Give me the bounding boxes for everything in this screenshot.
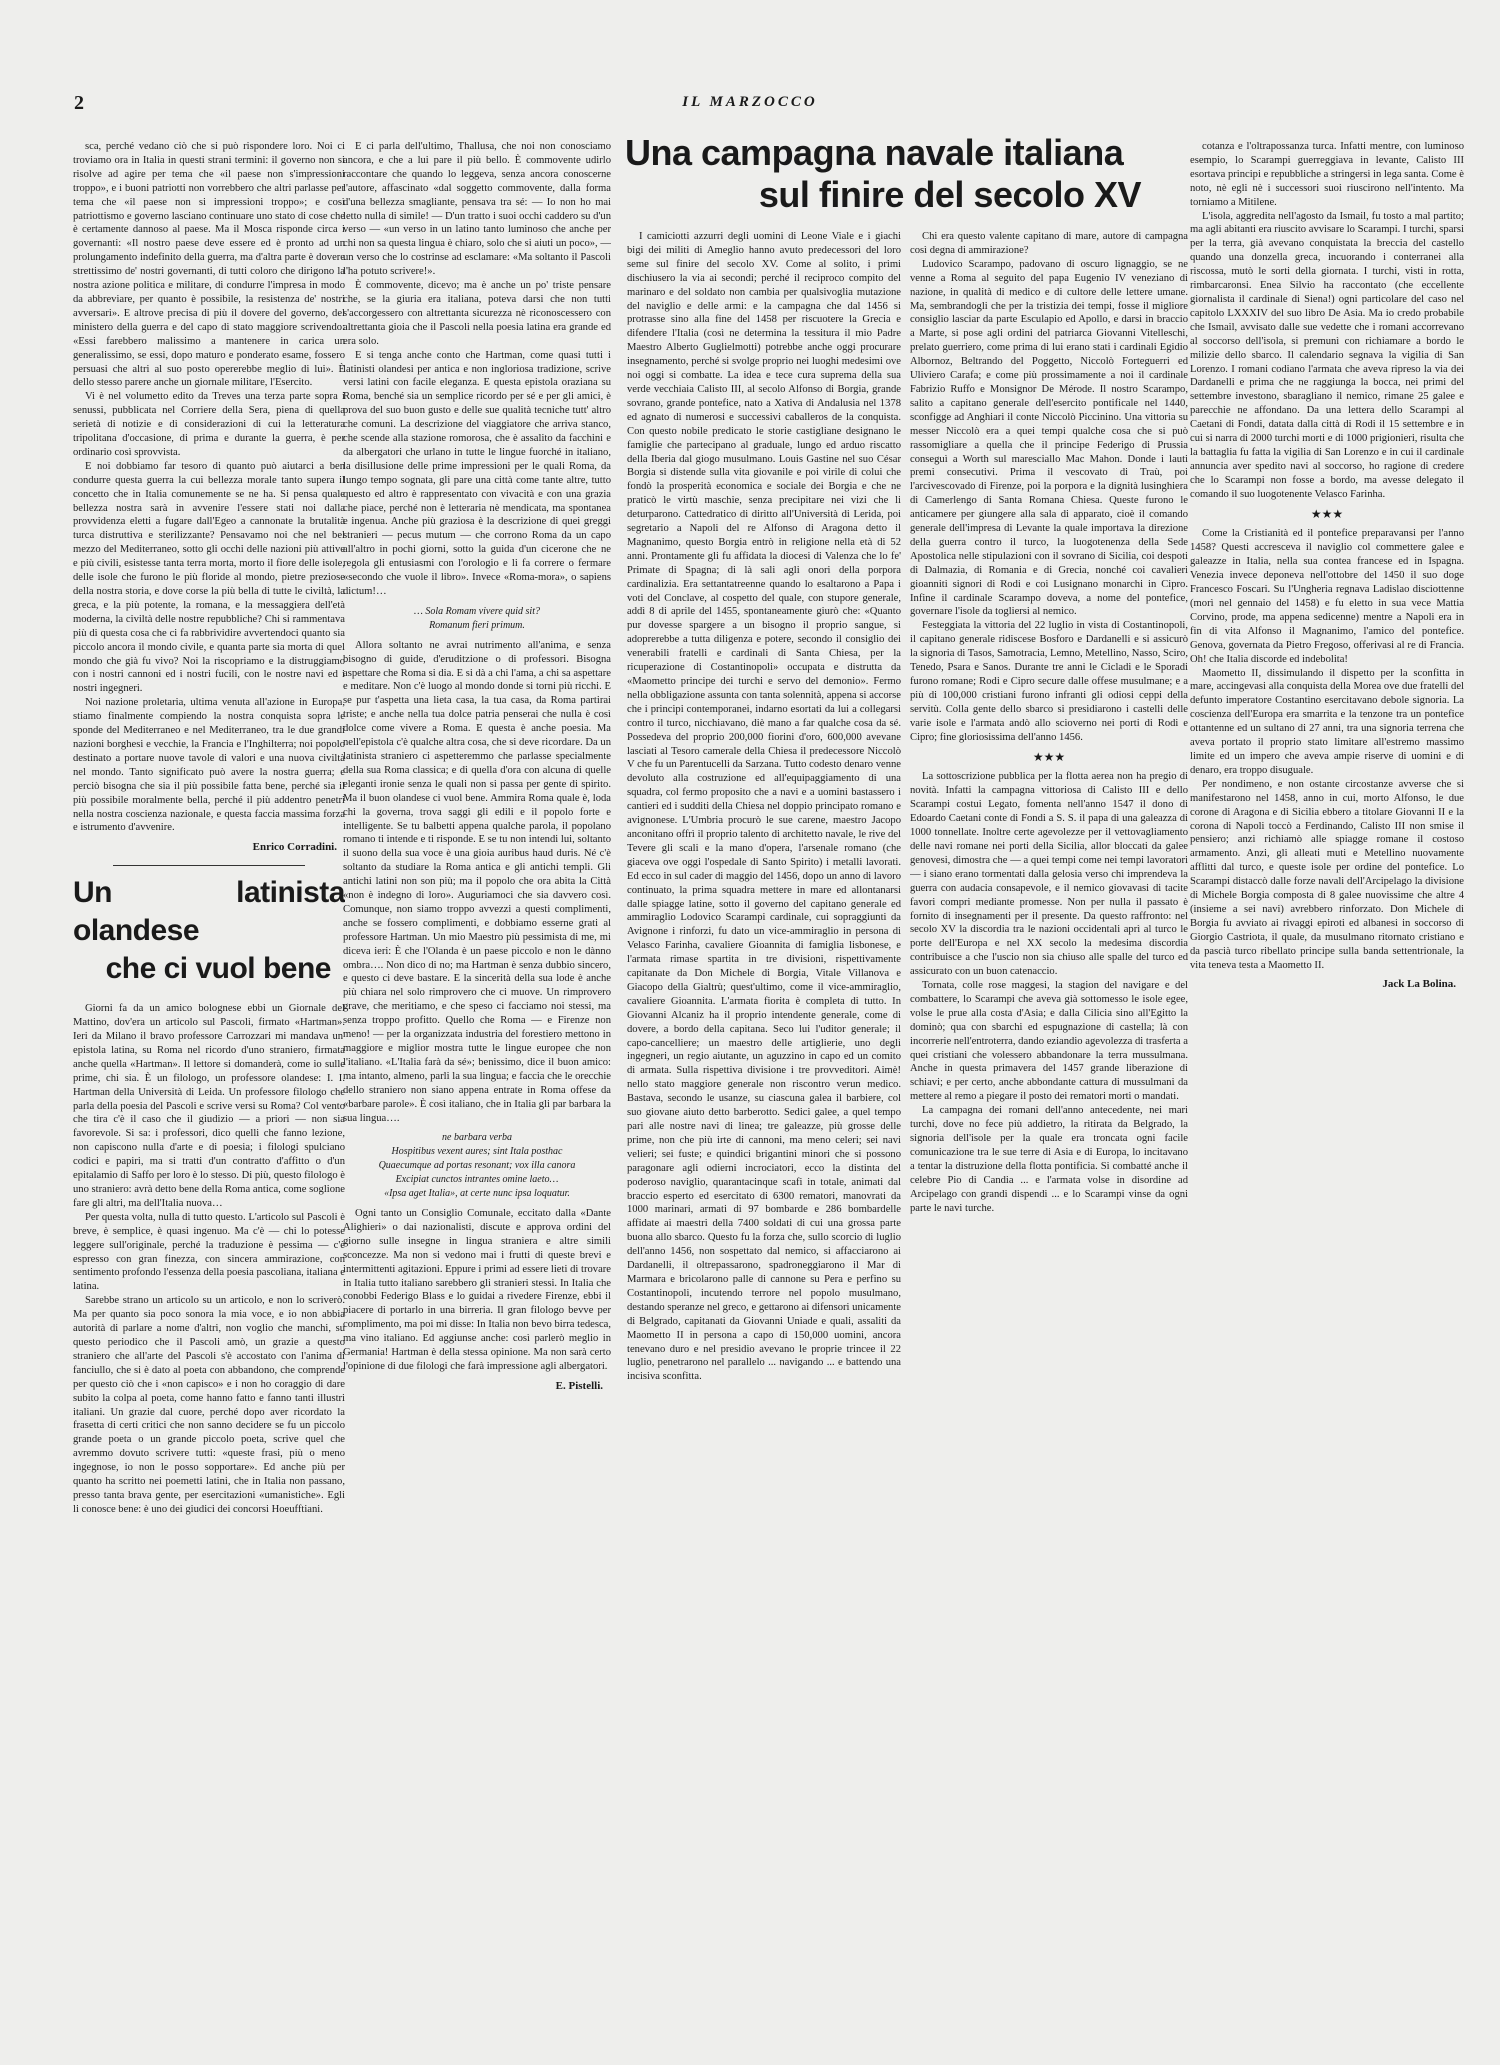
paragraph: Vi è nel volumetto edito da Treves una terza parte sopra i senussi, pubblicata nel Corriere della Sera, piena di quella serietà di notizie e di considerazioni di cui la letteratura tripolitana d'occasione, di prima e durante la guerra, è per ordinario così sprovvista.: [73, 391, 345, 458]
paragraph: Noi nazione proletaria, ultima venuta all'azione in Europa, stiamo finalmente compiendo la nostra conquista sopra le sponde del Mediterraneo e nel Mediterraneo, tra le due grandi nazioni borghesi e vecchie, la Francia e l'Inghilterra; noi popolo destinato a portare nuove tavole di valori e una nuova civiltà nel mondo. Tanto significato può avere la nostra guerra; e perciò bisogna che sia il più possibile fatta bene, perché sia il più possibile moralmente bella, perché il più addentro penetri nella nostra coscienza nazionale, e questa faccia massima forza e istrumento d'avvenire.: [73, 697, 345, 834]
headline-line-2: sul finire del secolo XV: [758, 174, 1141, 215]
latin-quote: [343, 605, 611, 633]
paragraph: E si tenga anche conto che Hartman, come quasi tutti i latinisti olandesi per antica e non ingloriosa tradizione, scrive versi latini con facile eleganza. E questa epistola oraziana su Roma, benché sia un semplice ricordo per sé e per gli amici, è prova del suo buon gusto e delle sue qualità tecniche tutt' altro che comuni. La descrizione del viaggiatore che arriva stanco, che scende alla stazione romorosa, che è assalito da facchini e da albergatori che urlano in tutte le lingue fuorché in italiano, la disillusione delle prime impressioni per le quali Roma, da lungo tempo sognata, gli pare una città come tante altre, tutto questo ed altro è rappresentato con vivacità e con una grazia che piace, perché non è letteraria nè mendicata, ma spontanea e ingenua. Anche più graziosa è la descrizione di quei greggi stranieri — pecus mutum — che corrono Roma da un capo all'altro in pochi giorni, sotto la guida d'un cicerone che ne regola gli entusiasmi con l'orologio e li fa correre o fermare «secondo che vuole il libro». Invece «Roma-mora», o sapiens dictum!…: [343, 349, 611, 597]
quote-line: «Ipsa aget Italia», at certe nunc ipsa loquatur.: [384, 1188, 570, 1200]
paragraph: Per nondimeno, e non ostante circostanze avverse che si manifestarono nel 1458, anno in cui, morto Alfonso, le due corone di Aragona e di Sicilia ebbero a titolare Giovanni II e la corona di Napoli toccò a Ferdinando, Calisto III non smise il pensiero; anzi richiamò alle spiagge romane il costoso armamento. Anzi, gli alleati muti e Metellino nuovamente afflitti dal turco, e queste isole per ordine del pontefice. Lo Scarampi distaccò dalle forze navali dell'Arcipelago la divisione di Michele Borgia composta di 8 galee nuovissime che altre 4 (insieme a sei navi) avrebbero rinforzato. Don Michele di Borgia fu avviato ai rivaggi epiroti ed albanesi in soccorso di Giorgio Castriota, il quale, da musulmano ritornato cristiano e da pascià turco ribellato principe sulla banda settentrionale, la vita teneva testa a Maometto II.: [1190, 778, 1464, 971]
paragraph: È commovente, dicevo; ma è anche un po' triste pensare che, se la giuria era italiana, poteva darsi che non tutti s'accorgessero con altrettanta sicurezza nè riconoscessero con altrettanta gioia che il Pascoli nella poesia latina era grande ed era solo.: [343, 280, 611, 347]
paragraph: Tornata, colle rose maggesi, la stagion del navigare e del combattere, lo Scarampi che aveva già sottomesso le isole egee, volse le prue alla costa d'Asia; e dalla Cilicia sino all'Egitto la dominò; qua con sbarchi ed espugnazione di castella; là con incorrerie nell'entroterra, dando eziandio agevolezza di trasferta a quei cristiani che volessero abbandonare la terra mussulmana. Anche in questa primavera del 1457 grande liberazione di schiavi; e per certo, anche abbondante cattura di mussulmani da mettere al remo a piegare il posto dei rematori morti o mandati.: [910, 980, 1188, 1103]
column-5: [1190, 140, 1464, 2020]
headline-line-1: Una campagna navale italiana: [625, 132, 1124, 173]
paragraph: La sottoscrizione pubblica per la flotta aerea non ha pregio di novità. Infatti la campagna vittoriosa di Calisto III e dello Scarampi costui Legato, fomenta nell'anno 1547 il dono di Edoardo Caetani conte di Fondi a S. S. il papa di una galeazza di 1000 tonnellate. Inoltre certe agevolezze per il vettovagliamento delle navi romane nei porti della Sicilia, allor bloccati da galee genovesi, dimostra che — a quei tempi come nei tempi lavoratori — i siano erano tormentati dalla gelosia verso chi imprendeva la guerra con audacia consapevole, e il nemico giovavasi di tacite favori compri mediante promesse. Non per nulla il passato è fornito di insegnamenti per il presente. Da questo raffronto: nel secolo XV la discordia tra le nazioni occidentali aprì al turco le porte dell'Europa e nel XX secolo la medesima discordia contribuisce a che l'uscio non sia chiuso alle spalle del turco ed assicurato con un buon catenaccio.: [910, 771, 1188, 978]
page-number: 2: [74, 92, 84, 114]
title-line-1: Un latinista olandese: [73, 876, 345, 948]
quote-line: Quaecumque ad portas resonant; vox illa canora: [378, 1160, 576, 1172]
paragraph: E ci parla dell'ultimo, Thallusa, che noi non conosciamo ancora, e che a lui pare il più bello. È commovente udirlo raccontare che quando lo leggeva, senza ancora conoscerne l'autore, affascinato «dal soggetto commovente, dalla forma d'una bellezza smagliante, pensava tra sé: — Io non ho mai letto nulla di simile! — D'un tratto i suoi occhi caddero su d'un verso — «un verso in un latino tanto luminoso che anche per chi non sa questa lingua è chiaro, solo che si aiuti un poco», — un verso che lo costrinse ad esclamare: «Ma soltanto il Pascoli l'ha potuto scrivere!».: [343, 141, 611, 278]
paragraph: Per questa volta, nulla di tutto questo. L'articolo sul Pascoli è breve, è semplice, è quasi ingenuo. Ma c'è — chi lo potesse leggere sull'originale, perché la traduzione è pessima — c'è espresso con gran finezza, con sincera ammirazione, con sentimento profondo l'essenza della poesia pascoliana, italiana e latina.: [73, 1211, 345, 1293]
paragraph: Ogni tanto un Consiglio Comunale, eccitato dalla «Dante Alighieri» o dai nazionalisti, discute e approva ordini del giorno sulle insegne in lingua straniera e altre simili sconcezze. Ma non si vedono mai i frutti di queste brevi e intermittenti agitazioni. Eppure i primi ad essere lieti di trovare in Italia tutto italiano sarebbero gli stranieri stessi. In Italia che conobbi Federigo Blass e lo guidai a rivedere Firenze, ebbi il piacere di portarlo in una birreria. Il gran filologo bevve per complimento, ma poi mi disse: In Italia non bevo birra tedesca, ma vino italiano. Ed aggiunse anche: così parlerò meglio in Germania! Hartman è della stessa opinione. Ma non sarà certo l'opinione di due filologi che farà impressione agli albergatori.: [343, 1207, 611, 1372]
paragraph: La campagna dei romani dell'anno antecedente, nei mari turchi, dove no fece più addietro, la ritirata da Belgrado, la signoria dell'isole per la quale era troncata ogni facile comunicazione tra le sue terre di Asia e di Europa, lo incitavano a tentar la distruzione della flotta pontificia. Si combatté anche il celebre Pio di Candia ... e l'armata volse in disordine ad Arcipelago con grandi dispendi ... e lo Scarampi vinse da ogni parte le navi turche.: [910, 1105, 1188, 1214]
paragraph: sca, perché vedano ciò che si può rispondere loro. Noi ci troviamo ora in Italia in questi strani termini: il governo non si risolve ad agire per tema che «il paese non s'impressioni troppo», e i buoni patriotti non vorrebbero che altri parlasse per tema che «il paese non si impressioni troppo»; e così patriottismo e governo lasciano continuare uno stato di cose che è certamente dannoso al paese. Ma il Mosca risponde circa i governanti: «Il nostro paese deve essere ed è pronto ad un prolungamento indefinito della guerra, ma d'altra parte è dovere strettissimo de' nostri governanti, di tutti coloro che dirigono la nostra azione politica e militare, di condurre l'impresa in modo da abbreviare, per quanto è possibile, la resistenza de' nostri avversari». E altrove precisa di più il dovere del governo, del ministero della guerra e del capo di stato maggiore scrivendo: «Essi farebbero malissimo a mantenere in carica un generalissimo, se essi, dopo maturo e ponderato esame, fossero persuasi che altri al suo posto opererebbe meglio di lui». È dello stesso parere anche un giornale militare, l'Esercito.: [73, 141, 345, 389]
paragraph: Ludovico Scarampo, padovano di oscuro lignaggio, se ne venne a Roma al seguito del papa Eugenio IV veneziano di nazione, in qualità di medico e di cultore delle lettere umane. Ma, sembrandogli che per la tristizia dei tempi, fosse il migliore consiglio lasciar da parte Esculapio ed Apollo, e darsi in braccio a Marte, si pose agli ordini del patriarca Giovanni Vitelleschi, prelato guerriero, come prima di lui erano stati i cardinali Egidio Albornoz, Beltrando del Poggetto, Niccolò Forteguerri ed Uliviero Carafa; e come più prossimamente a noi il cardinale Fabrizio Ruffo e Monsignor De Mérode. Il nostro Scarampo, salito a capitano generale dell'esercito pontificale nel 1440, sconfigge ad Anghiari il conte Niccolò Piccinino. Una vittoria su messer Niccolò era a quei tempi qualche cosa che si può rassomigliare a quella che il principe Federigo di Prussia conseguì a Worth sul maresciallo Mac Mahon. Donde i lauti premi consecutivi. Prima il vescovato di Traù, poi l'arcivescovado di Firenze, poi la porpora e la dignità lusinghiera di Camerlengo di Santa Romana Chiesa. Queste furono le anticamere per giungere alla sala di apparato, cioè il comando generale dell'impresa di Levante la quale importava la direzione della guerra contro il turco, la luogotenenza della Sede Apostolica nelle stipulazioni con il sovrano di Sicilia, coi despoti di Dalmazia, di Romania e di Grecia, nonché coi cavalieri gioanniti signori di Rodi e coi Lusignano monarchi in Cipro. Infine il cardinale Scarampo doveva, a nome del pontefice, governare l'isole da togliersi al nemico.: [910, 258, 1188, 618]
paragraph: E noi dobbiamo far tesoro di quanto può aiutarci a ben condurre questa guerra la cui bellezza morale tanto supera il concetto che in Italia comunemente se ne ha. Si pensa quale bellezza nostra sarà in avvenire l'essere stati noi dalla provvidenza eletti a fugare dall'Egeo a cannonate la brutalità turca distruttiva e sterilizzante? Pensavamo noi che nel bel mezzo del Mediterraneo, sotto gli occhi delle nazioni più attive e più civili, esistesse tanta terra morta, morto il fiore delle isole, delle isole che furono le più floride al mondo, pietre preziose della nostra storia, e dove corse la più bella di tutte le civiltà, la greca, e la più potente, la romana, e la messaggiera dell'età moderna, la civiltà delle nostre repubbliche? Chi si rammentava più di questa cosa che ci fa rabbrividire avvertendoci quanto sia piccolo ancora il mondo civile, e quanta parte sia morta di quel mondo che già fu vivo? Noi la riscopriamo e la distruggiamo con i nostri cannoni ed i nostri fucili, con le nostre navi ed i nostri ingegneri.: [73, 460, 345, 695]
article-signature: Enrico Corradini.: [252, 841, 337, 854]
quote-line: … Sola Romam vivere quid sit?: [413, 605, 540, 617]
column-2: [343, 140, 611, 2020]
paragraph: I camiciotti azzurri degli uomini di Leone Viale e i giachi bigi dei militi di Ameglio hanno avuto predecessori del loro seme sul finire del secolo XV. Come al solito, i primi dischiusero la via ai secondi; perché il reciproco compito del marinaro e del soldato non cambia per qualsivoglia mutazione del naviglio e delle armi: e la campagna che dal 1456 si protrasse sino alla fine del 1458 per riscuotere la Grecia e difendere l'Italia (così ne determina la tessitura il mio Padre Maestro Alberto Guglielmotti) potrebbe anche oggi procurare insegnamento, perché si svolge proprio nei luoghi medesimi ove noi oggi si combatte. La idea e tece cura suprema della sua verde vecchiaia Calisto III, al secolo Alfonso di Borgia, grande sovrano, grande pontefice, nato a Xativa di Andalusia nel 1378 ed agnato di numerosi e successivi caballeros de la conquista. Con questo nobile predicato le storie castigliane designano le famiglie che partecipano al graduale, lungo ed arduo riscatto della Iberia dal giogo musulmano. Louis Gastine nel suo César Borgia si distende sulla vita giovanile e poi virile di colui che fondò la prosperità economica e sociale dei Borgia e che ne praticò le virtù maschie, senza precipitare nei vizi che li deturparono. Cattedratico di diritto all'Università di Lerida, poi segretario a Napoli del re Alfonso di Aragona detto il Magnanimo, questo Borgia entrò in religione nella età di 52 anni. Prontamente gli fu affidata la diocesi di Valenza che lo fe' Primate di Spagna; di là sali agli onori della porpora cardinalizia. Era settantatreenne quando lo esaltarono a Papa i voti del Conclave, al cospetto del quale, con stupore generale, addì 8 di aprile del 1455, spontaneamente giurò che: «Quanto pur dovesse spargere a un bisogno il proprio sangue, si adoprerebbe a tutta diligenza e potere, secondo il consiglio dei venerabili fratelli e cardinali di Santa Chiesa, per la ricuperazione di Costantinopoli» occupata e distrutta da «Maometto principe dei turchi e servo del demonio». Fermo nella obbligazione assunta con tanta solennità, appena si accorse che i principi contemporanei, indarno esortati da lui a collegarsi contro il turco, nicchiavano, diè mano a far qualche cosa da sé. Possedeva del proprio 200,000 fiorini d'oro, 600,000 avevane lasciati al Tesoro camerale della Chiesa il predecessore Niccolò V che fu un Parentucelli da Sarzana. Tutto codesto denaro venne devoluto alla costruzione ed all'equipaggiamento di una squadra, col fermo proposito che a navi e a uomini bastassero i cantieri ed i sudditi della Chiesa nel doppio principato romano e avignonese. L'Umbria procurò le sue carene, maestro Jacopo anconitano offrì il proprio talento di architetto navale, le rive del Tevere gli scali e la mano d'opera, l'arsenale romano (che giaceva ove oggi l'ospedale di Santo Spirito) i metalli lavorati. Ed ecco in sul cader di maggio del 1456, dopo un anno di lavoro continuato, la prima squadra mettere in mare ed allontanarsi dalle spiagge latine, sotto il governo del capitano generale ed ammiraglio Lodovico Scarampi cardinale, cui sopraggiunti da Avignone i rinforzi, fu dato un vice-ammiraglio in persona di Velasco Farinha, cavaliere Gioannita di famiglia lisbonese, e l'armata rimase spartita in tre divisioni, rispettivamente capitanate da Don Michele di Borgia, Vitale Villanova e Giacopo della Gialtrù; quest'ultimo, come il vice-ammiraglio, cavaliere Gioannita. L'armata fiorita è completa di tutto. In Giovanni Alcaniz ha il proprio intendente generale, come di dovere, a bordo della capitana. Seco lui l'uditor generale; il capo-cancelliere; un maestro delle artiglierie, uno degli ingegneri, un regio aiutante, un aguzzino in capo ed un comito di armata. Sulla rispettiva divisione i tre provveditori. Aimè! nello stato maggiore generale non riscontro verun medico. Bastava, secondo le usanze, su ciascuna galea il barbiere, col suo giovane aiuto detto barberotto. Sedici galee, a quel tempo pari alle nostre navi di linea; tre galeazze, più grosse delle prime, non che più irte di cannoni, ma meno celeri; sei navi velieri; sei fuste; e quindici brigantini minori che si possono paragonare agli odierni incrociatori, ecco la distinta del poderoso naviglio, quarantacinque scafi in totale, animati dal braccio esperto ed esercitato di 6300 rematori, manovrati da 1000 marinari, armati di 97 bombarde e 286 bombardelle affidate ai maestri della 7400 soldati di cui una grossa parte buona allo sbarco. Questo fu la forza che, sullo scorcio di luglio dell'anno 1456, non sospettato dal nemico, si affacciarono ai Dardanelli, il oltrepassarono, spadroneggiarono il Mar di Marmara e bricolarono palle di cannone su Pera e perfino su Costantinopoli, incutendo terrore nel popolo musulmano, destando speranze nel greco, e gettarono ai difensori unicamente di Belgrado, capitanati da Giovanni Uniade e quali, assaliti da Maometto II in persona a capo di 150,000 uomini, ancora tenevano duro e nel presidio avevano le proprie trincee il 22 luglio, penetrarono nel parallelo ... navigando ... e battendo una incisiva sconfitta.: [627, 231, 901, 1383]
paragraph: Maometto II, dissimulando il dispetto per la sconfitta in mare, accingevasi alla conquista della Morea ove due fratelli del defunto imperatore Costantino esercitavano debole signoria. La coscienza dell'Europa era smarrita e la tenzone tra un pontefice ottantenne ed un sultano di 27 anni, tra una signoria terrena che aveva portato il proprio stato limitare all'estremo massimo limite ed un impero che aveva ampie riserve di uomini e di denaro, era troppo disuguale.: [1190, 667, 1464, 776]
column-3: [627, 230, 901, 2020]
paragraph: L'isola, aggredita nell'agosto da Ismail, fu tosto a mal partito; ma agli abitanti era riuscito avvisare lo Scarampi. I turchi, sparsi per la terra, già avevano conquistata la breccia del castello quando una donzella greca, incuorando i conterranei alla riscossa, mutò le sorti della giornata. I turchi, visti in rotta, rimbarcaronsi. Enea Silvio ha raccontato (che eccellente giornalista il cardinale di Siena!) ogni particolare del caso nel capitolo LXXXIV del suo libro De Asia. Ma io credo probabile che Ismail, avvisato dalle sue vedette che i romani accorrevano al soccorso dell'isola, si premunì con richiamare a bordo le milizie dello sbarco. Il calendario segnava la vigilia di San Lorenzo. I romani codiano l'armata che aveva ripreso la via dei Dardanelli e prima che ne raggiunga la bocca, nei primi del settembre investono, sbaragliano il nemico, rimane 25 galee e parecchie ne affondano. Da una lettera dello Scarampi al Caetani di Fondi, datata dalla città di Rodi il 15 settembre e in cui si narra di 2000 turchi morti e di 1000 prigionieri, risulta che la battaglia fu fatta la vigilia di San Lorenzo e in cui il cardinale annuncia aver spedito navi al soccorso, ho ragione di credere che lo Scarampi non fosse a bordo, ma avesse delegato il comando il suo luogotenente Velasco Farinha.: [1190, 210, 1464, 500]
page-header: [60, 92, 1440, 112]
paragraph: Festeggiata la vittoria del 22 luglio in vista di Costantinopoli, il capitano generale ridiscese Bosforo e Dardanelli e si assicurò la signoria di Tasos, Samotracia, Lemno, Metellino, Nasso, Sciro, Tenedo, Psara e Sanos. Durante tre anni le Cicladi e le Sporadi furono romane; Rodi e Cipro secure dalle offese musulmane; e a più di 100,000 cristiani furono infranti gli odiosi ceppi della servitù. Colla gente dello sbarco si presidiarono i castelli delle varie isole e l'armata andò allo scioverno nei porti di Rodi e Cipro; fine gloriosissima dell'anno 1456.: [910, 620, 1188, 743]
article-signature: Jack La Bolina.: [1382, 978, 1456, 991]
section-separator: ★★★: [1032, 749, 1066, 764]
quote-line: Romanum fieri primum.: [429, 619, 525, 631]
paragraph: Giorni fa da un amico bolognese ebbi un Giornale del Mattino, dov'era un articolo sul Pascoli, firmato «Hartman». Ieri da Milano il bravo professore Carrozzari mi mandava un' epistola latina, su Roma nel ricordo d'uno straniero, firmata anche quella «Hartman». Il lettore si domanderà, come io sulle prime, chi sia. È un filologo, un professore olandese: I. I. Hartman della Università di Leida. Un professore filologo che parla della poesia del Pascoli e scrive versi su Roma? Col vento che tira c'è il caso che il giudizio — a priori — non sia favorevole. Si sa: i professori, dico quelli che fanno lezione, non capiscono nulla d'arte e di poesia; i filologi spulciano codici e papiri, ma si tratti d'un contratto d'affitto o d'un epitalamio di Saffo per loro è lo stesso. Di più, questo filologo è uno straniero: avrà detto bene della Roma antica, come soglione fare gli altri, ma dell'Italia nuova…: [73, 1003, 345, 1209]
paragraph: Sarebbe strano un articolo su un articolo, e non lo scriverò. Ma per quanto sia poco sonora la mia voce, e io non abbia autorità di parlare a nome d'altri, non voglio che manchi, su questo periodico che il Pascoli amò, un grazie a questo straniero che all'arte del Pascoli s'è accostato con l'anima di fanciullo, che si è dato al poeta con abbandono, che comprende per questo ciò che i «non capisco» e i non ho coraggio di dare subito la colpa al poeta, come hanno fatto e fanno tanti illustri italiani. Un grazie dal cuore, perché dopo aver ricordato la frasetta di certi critici che non sanno decidere se fu un piccolo grande poeta o un grande piccolo poeta, scrive quel che avremmo dovuto scrivere tutti: «queste frasi, più o meno ingegnose, io non le posso sopportare». Ed anche più per quanto ha scritto nei poemetti latini, che in Italia non passano, presso tanta brava gente, per esercitazioni «umanistiche». Egli li conosce bene: è uno dei giudici dei concorsi Hoeufftiani.: [73, 1295, 345, 1515]
section-separator: ★★★: [1310, 506, 1344, 521]
masthead: IL MARZOCCO: [682, 94, 818, 110]
quote-line: ne barbara verba: [442, 1132, 512, 1144]
column-1: [73, 140, 345, 2020]
paragraph: Come la Cristianità ed il pontefice preparavansi per l'anno 1458? Questi accresceva il naviglio col commettere galee e galeazze in Italia, nella sua contea francese ed in Ispagna. Venezia invece deponeva nell'ottobre del 1450 il suo doge Francesco Foscari. Su l'Ungheria regnava Ladislao disciottenne (morì nel gennaio del 1458) e fu eletto in sua vece Mattia Corvino, prode, ma appena sedicenne) mentre a Napoli era in fin di vita Alfonso il Magnanimo, l'amico del pontefice. Genova, governata da Pietro Fregoso, offerivasi al re di Francia. Oh! che Italia discorde ed indebolita!: [1190, 528, 1464, 665]
article-title: [73, 874, 345, 988]
paragraph: Chi era questo valente capitano di mare, autore di campagna così degna di ammirazione?: [910, 231, 1188, 256]
divider: [113, 865, 305, 866]
article-headline: [625, 132, 1145, 216]
column-4: [910, 230, 1188, 2020]
quote-line: Hospitibus vexent aures; sint Itala posthac: [391, 1146, 563, 1158]
article-signature: E. Pistelli.: [555, 1379, 603, 1392]
title-line-2: che ci vuol bene: [105, 952, 331, 986]
paragraph: cotanza e l'oltrapossanza turca. Infatti mentre, con luminoso esempio, lo Scarampi guerreggiava in levante, Calisto III esortava principi e repubbliche a stringersi in lega santa. Come è noto, nè egli nè i successori suoi riuscirono nell'intento. Ma torniamo a Mitilene.: [1190, 141, 1464, 208]
quote-line: Excipiat cunctos intrantes omine laeto…: [395, 1174, 559, 1186]
paragraph: Allora soltanto ne avrai nutrimento all'anima, e senza bisogno di guide, d'eruditzione o di professori. Bisogna aspettare che Roma si dia. E si dà a chi l'ama, a chi sa aspettare e meditare. Non c'è luogo al mondo donde si torni più ricchi. E se pur t'aspetta una lieta casa, la tua casa, da Roma partirai triste; e anche nella tua dolce patria penserai che nulla è così dolce come vivere a Roma. E questa è anche poesia. Ma nell'epistola c'è qualche altra cosa, che si deve ricordare. Da un latinista straniero ci aspetteremmo che parlasse specialmente della sua Roma classica; e di quella d'ora con alcuna di quelle eleganti ironie senza le quali non si passa per gente di spirito. Ma il buon olandese ci vuol bene. Ammira Roma quale è, loda chi la governa, trova saggi gli edili e il popolo forte e intelligente. Se tu balbetti appena qualche parola, il popolano romano ti intende e ti risponde. E se tu non intendi lui, soltanto il suono della sua voce è una gioia auribus haud duris. Né c'è soltanto da studiare la Roma antica e gli antichi templi. Gli antichi latini non son più; ma il popolo che ora abita la Città «non è indegno di loro». Auguriamoci che sia davvero così. Comunque, non siamo troppo avvezzi a questi complimenti, anche se fossero complimenti, e dobbiamo esserne grati al professore Hartman. Un mio Maestro più pessimista di me, mi diceva ieri: È che l'Olanda è un paese piccolo e non le dànno ombra…. Non dico di no; ma Hartman è senza dubbio sincero, e questo ci deve bastare. E la sincerità della sua lode è anche più chiara nel solo rimprovero che ci muove. Un rimprovero grave, che meritiamo, e che speso ci facciamo noi stessi, ma senza troppo profitto. Quello che Roma — e Firenze non meno! — per la organizzata industria del forestiero mettono in maggiore e miglior mostra tutte le lingue europee che non l'italiano. «L'Italia farà da sé»; benissimo, dice il buon amico: ma intanto, almeno, parli la sua lingua; e faccia che le orecchie dello straniero non siano appena entrate in Roma offese da «barbare parole». È così italiano, che in Italia gli par barbara la sua lingua….: [343, 639, 611, 1124]
latin-quote: [343, 1131, 611, 1201]
